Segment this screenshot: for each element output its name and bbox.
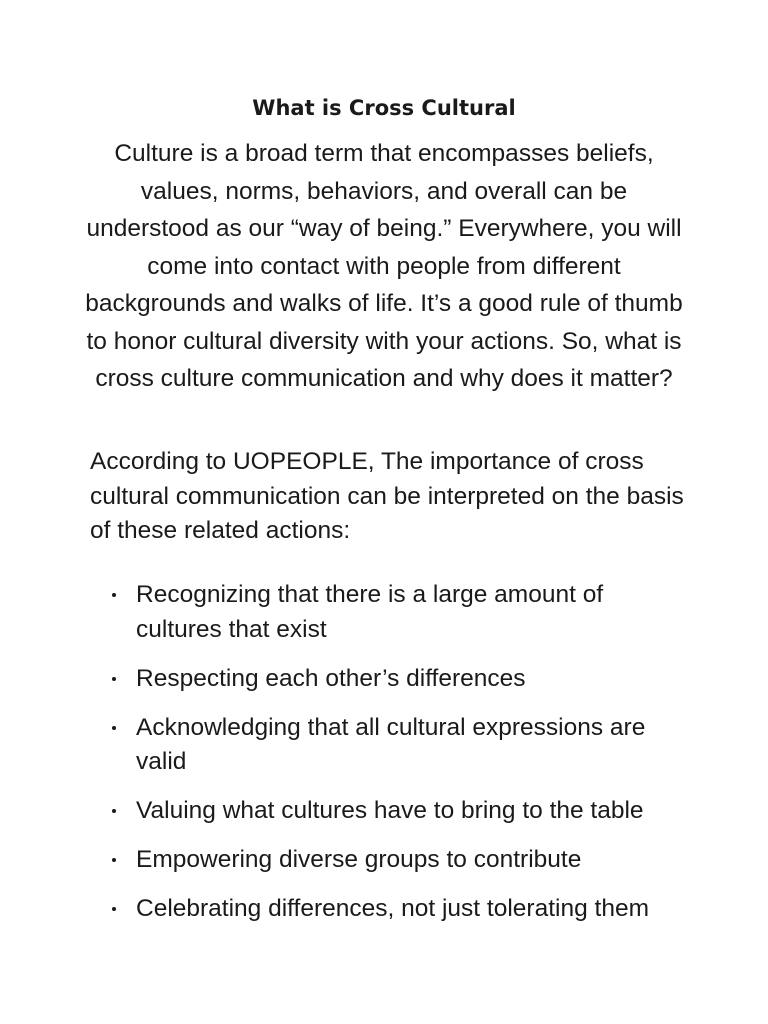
bullet-dot-icon xyxy=(112,726,116,730)
actions-bullet-list xyxy=(108,578,688,941)
bullet-text: Recognizing that there is a large amount of cultures that exist xyxy=(136,581,604,643)
bullet-item xyxy=(108,794,688,829)
bullet-text: Empowering diverse groups to contribute xyxy=(136,846,582,873)
bullet-text: Acknowledging that all cultural expressions are valid xyxy=(136,713,646,775)
bullet-item xyxy=(108,843,688,878)
lead-paragraph: According to UOPEOPLE, The importance of cross cultural communication can be interpreted on the basis of these related actions: xyxy=(90,448,684,544)
bullet-item xyxy=(108,578,688,647)
intro-paragraph: Culture is a broad term that encompasses beliefs, values, norms, behaviors, and overall can be understood as our “way of being.” Everywhere, you will come into contact with people from different backgrounds and walks of life. It’s a good rule of thumb to honor cultural diversity with your actions. So, what is cross culture communication and why does it matter? xyxy=(85,140,683,392)
bullet-dot-icon xyxy=(112,858,116,862)
bullet-dot-icon xyxy=(112,593,116,597)
document-title: What is Cross Cultural xyxy=(252,96,516,120)
bullet-dot-icon xyxy=(112,677,116,681)
bullet-text: Celebrating differences, not just tolerating them xyxy=(136,895,649,922)
bullet-item xyxy=(108,662,688,697)
bullet-dot-icon xyxy=(112,907,116,911)
bullet-text: Respecting each other’s differences xyxy=(136,664,526,692)
bullet-text: Valuing what cultures have to bring to the table xyxy=(136,797,644,824)
bullet-item xyxy=(108,892,688,927)
bullet-dot-icon xyxy=(112,809,116,813)
bullet-item xyxy=(108,711,688,780)
